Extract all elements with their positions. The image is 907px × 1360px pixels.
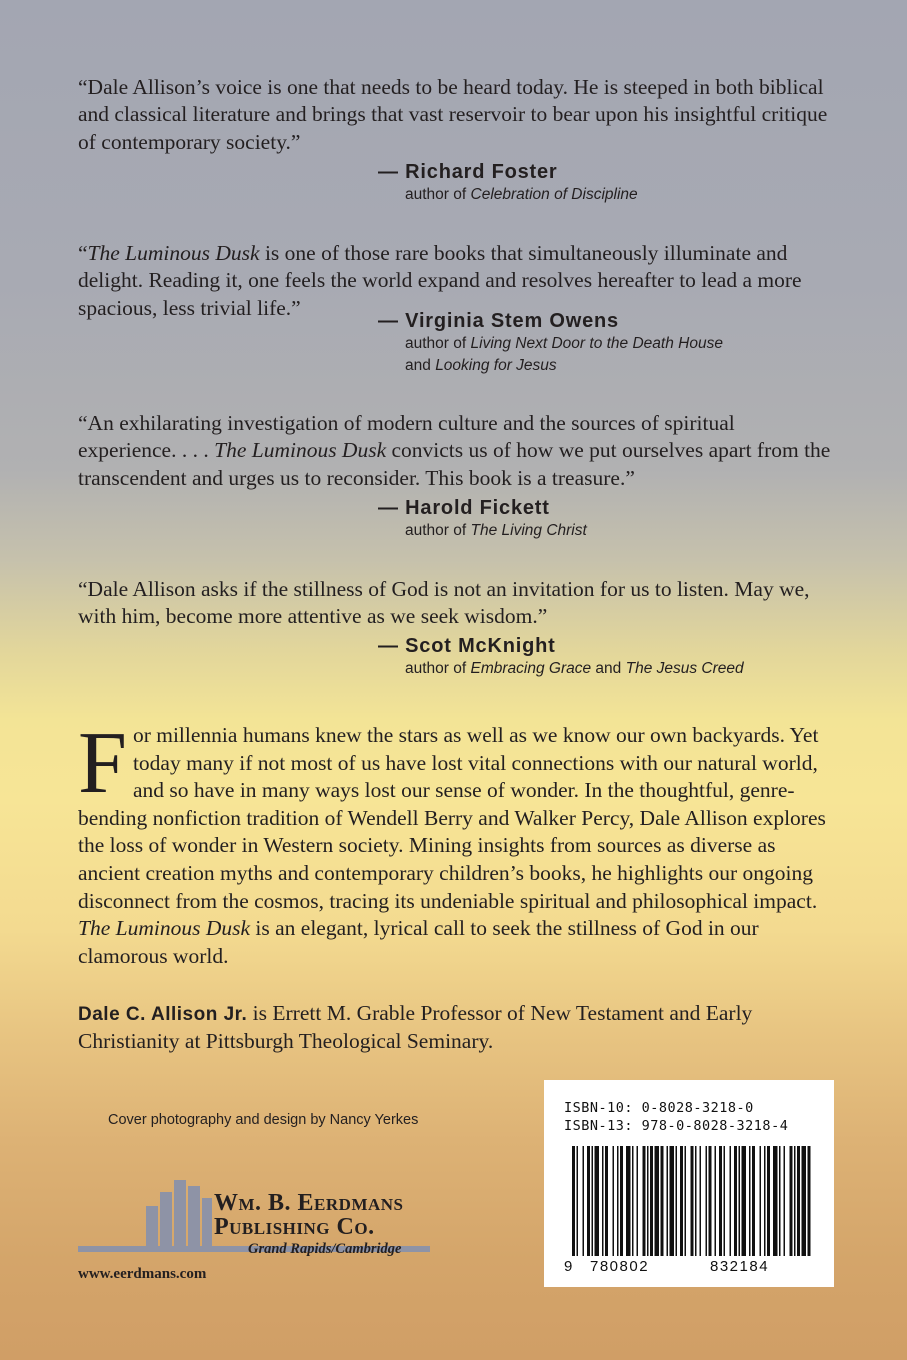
barcode-bar (790, 1146, 793, 1256)
barcode-bar (647, 1146, 649, 1256)
barcode-bar (808, 1146, 811, 1256)
attribution-fickett: — Harold Fickett author of The Living Christ (378, 497, 587, 539)
barcode-bar (676, 1146, 678, 1256)
book-title: The Luminous Dusk (78, 916, 251, 941)
book-title: The Luminous Dusk (214, 438, 387, 463)
book-title: The Luminous Dusk (87, 241, 260, 265)
barcode-bar (661, 1146, 664, 1256)
attribution-foster: — Richard Foster author of Celebration of Discipline (378, 161, 638, 203)
barcode-bar (700, 1146, 702, 1256)
barcode (560, 1142, 822, 1262)
attribution-name: Harold Fickett (405, 497, 550, 519)
barcode-bar (695, 1146, 697, 1256)
barcode-bar (643, 1146, 646, 1256)
book-title: Celebration of Discipline (470, 186, 638, 203)
attribution-mcknight: — Scot McKnight author of Embracing Grace and The Jesus Creed (378, 635, 744, 677)
attribution-name: Scot McKnight (405, 635, 556, 657)
book-title: The Living Christ (470, 522, 587, 539)
barcode-bar (577, 1146, 579, 1256)
barcode-bar (626, 1146, 631, 1256)
barcode-bar (779, 1146, 781, 1256)
isbn-10: ISBN-10: 0-8028-3218-0 (564, 1100, 754, 1116)
book-title: Looking for Jesus (435, 357, 557, 374)
barcode-bar (784, 1146, 786, 1256)
book-title: The Jesus Creed (625, 660, 744, 677)
attribution-name: Virginia Stem Owens (405, 310, 619, 332)
barcode-bar (587, 1146, 590, 1256)
barcode-bar (709, 1146, 712, 1256)
quote-owens: “The Luminous Dusk is one of those rare books that simultaneously illuminate and delight. Reading it, one feels the world expand and resolves hereafter to lead a more spacious, less trivial life.” (78, 241, 802, 320)
publisher-name-line2: Publishing Co. (214, 1214, 375, 1240)
barcode-bar (680, 1146, 683, 1256)
barcode-bar (670, 1146, 675, 1256)
barcode-bar (620, 1146, 623, 1256)
barcode-digits-left: 780802 (590, 1258, 650, 1275)
barcode-bar (764, 1146, 766, 1256)
attribution-owens: — Virginia Stem Owens author of Living Next Door to the Death House and Looking for Jesus (378, 310, 723, 374)
barcode-bar (613, 1146, 615, 1256)
quote-foster (78, 74, 838, 156)
barcode-bar (773, 1146, 778, 1256)
barcode-bar (605, 1146, 608, 1256)
barcode-bar (655, 1146, 660, 1256)
publisher-location: Grand Rapids/Cambridge (248, 1241, 402, 1257)
isbn-barcode-box (544, 1080, 834, 1287)
barcode-bar (595, 1146, 600, 1256)
publisher-website[interactable]: www.eerdmans.com (78, 1266, 207, 1282)
barcode-bar (719, 1146, 722, 1256)
barcode-digit-first: 9 (564, 1258, 573, 1275)
barcode-bar (632, 1146, 634, 1256)
barcode-bar (691, 1146, 694, 1256)
book-title: Living Next Door to the Death House (470, 335, 723, 352)
barcode-bar (617, 1146, 619, 1256)
barcode-bar (715, 1146, 717, 1256)
author-name: Dale C. Allison Jr. (78, 1004, 248, 1025)
barcode-bar (749, 1146, 751, 1256)
barcode-bar (583, 1146, 585, 1256)
barcode-bar (706, 1146, 708, 1256)
barcode-bar (650, 1146, 653, 1256)
quote-mcknight: “Dale Allison asks if the stillness of God is not an invitation for us to listen. May we, with him, become more attentive as we seek wisdom.” (78, 577, 810, 629)
barcode-bar (724, 1146, 726, 1256)
barcode-bar (685, 1146, 687, 1256)
barcode-bar (752, 1146, 755, 1256)
barcode-bar (802, 1146, 807, 1256)
barcode-digits-right: 832184 (710, 1258, 770, 1275)
quote-text: “Dale Allison’s voice is one that needs to be heard today. He is steeped in both biblical and classical literature and brings that vast reservoir to bear upon his insightful critique of contemporary society.” (78, 75, 828, 154)
barcode-bar (637, 1146, 639, 1256)
book-description: For millennia humans knew the stars as well as we know our own backyards. Yet today many if not most of us have lost vital connections with our natural world, and so have in many ways lost our sense of wonder. In the thoughtful, genre-bending nonfiction tradition of Wendell Berry and Walker Percy, Dale Allison explores the loss of wonder in Western society. Mining insights from sources as diverse as ancient creation myths and contemporary children’s books, he highlights our ongoing disconnect from the cosmos, tracing its undeniable spiritual and philosophical impact. The Luminous Dusk is an elegant, lyrical call to seek the stillness of God in our clamorous world. (78, 715, 826, 968)
barcode-bar (797, 1146, 800, 1256)
barcode-bar (760, 1146, 762, 1256)
barcode-bar (767, 1146, 770, 1256)
attribution-name: Richard Foster (405, 161, 558, 183)
barcode-bar (667, 1146, 669, 1256)
author-bio: Dale C. Allison Jr. is Errett M. Grable Professor of New Testament and Early Christianity at Pittsburgh Theological Seminary. (78, 1001, 753, 1054)
barcode-bar (572, 1146, 575, 1256)
cover-credit: Cover photography and design by Nancy Yerkes (108, 1112, 419, 1128)
barcode-bar (602, 1146, 604, 1256)
barcode-bar (730, 1146, 732, 1256)
barcode-bar (592, 1146, 594, 1256)
barcode-bar (794, 1146, 796, 1256)
barcode-bar (734, 1146, 737, 1256)
quote-fickett: “An exhilarating investigation of modern culture and the sources of spiritual experience. . . . The Luminous Dusk convicts us of how we put ourselves apart from the transcendent and urges us to reconsider. This book is a treasure.” (78, 411, 831, 490)
publisher-name-line1: Wm. B. Eerdmans (214, 1190, 404, 1216)
book-title: Embracing Grace (470, 660, 592, 677)
barcode-bar (739, 1146, 741, 1256)
barcode-bar (742, 1146, 747, 1256)
isbn-13: ISBN-13: 978-0-8028-3218-4 (564, 1118, 789, 1134)
drop-cap: F (78, 715, 127, 812)
